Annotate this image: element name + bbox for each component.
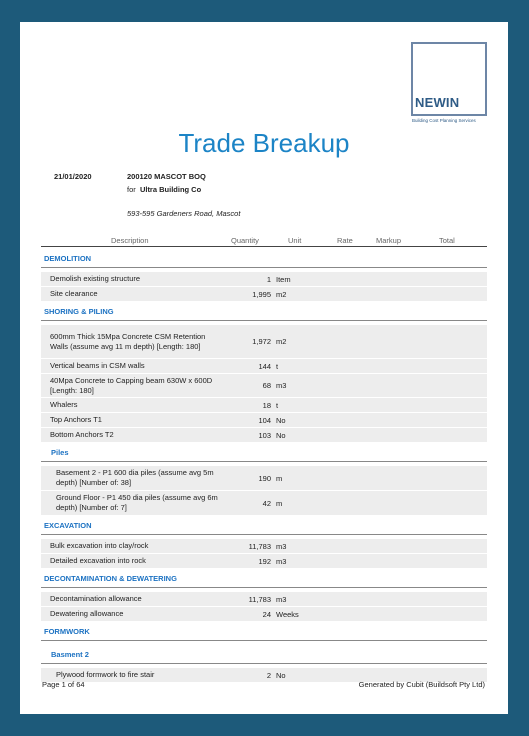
col-unit: Unit [288, 236, 302, 245]
table-row [41, 592, 487, 607]
table-row [41, 398, 487, 413]
row-quantity: 144 [258, 361, 271, 371]
row-quantity: 190 [258, 473, 271, 483]
subsection-header: Piles [41, 443, 487, 462]
row-description: Top Anchors T1 [50, 415, 102, 424]
section-header: DEMOLITION [41, 249, 487, 268]
row-quantity: 104 [258, 415, 271, 425]
row-unit: m3 [276, 594, 287, 604]
row-quantity: 2 [266, 670, 271, 680]
row-unit: m3 [276, 541, 287, 551]
generated-by: Generated by Cubit (Buildsoft Pty Ltd) [358, 680, 485, 689]
table-row [41, 413, 487, 428]
table-row [41, 607, 487, 622]
row-description: Demolish existing structure [50, 274, 141, 283]
row-quantity: 1 [266, 274, 271, 284]
row-description: 40Mpa Concrete to Capping beam 630W x 600D [Length: 180] [50, 375, 213, 395]
row-unit: No [276, 415, 286, 425]
row-unit: t [276, 400, 279, 410]
row-unit: m2 [276, 289, 287, 299]
table-row [41, 466, 487, 491]
col-markup: Markup [376, 236, 402, 245]
logo-tagline: Building Cost Planning Services [412, 118, 476, 123]
row-description: Bulk excavation into clay/rock [50, 541, 149, 550]
row-quantity: 11,783 [248, 594, 271, 604]
newin-logo [411, 42, 487, 116]
report-page [20, 22, 508, 714]
row-description: Ground Floor - P1 450 dia piles (assume avg 6m depth) [Number of: 7] [56, 493, 218, 512]
col-quantity: Quantity [231, 236, 259, 245]
row-unit: m3 [276, 556, 287, 566]
table-row [41, 325, 487, 359]
for-label: for [127, 185, 136, 194]
row-quantity: 103 [258, 430, 271, 440]
project-address: 593-595 Gardeners Road, Mascot [127, 209, 241, 218]
row-description: Plywood formwork to fire stair [56, 670, 155, 679]
row-unit: Weeks [276, 609, 299, 619]
table-row [41, 539, 487, 554]
row-unit: No [276, 670, 286, 680]
table-row [41, 491, 487, 516]
row-description: Vertical beams in CSM walls [50, 361, 145, 370]
subsection-header: Basment 2 [41, 645, 487, 664]
row-unit: t [276, 361, 279, 371]
row-quantity: 1,972 [252, 337, 271, 346]
row-description: Site clearance [50, 289, 98, 298]
report-date: 21/01/2020 [54, 172, 92, 181]
col-rate: Rate [337, 236, 353, 245]
table-row [41, 272, 487, 287]
section-header: SHORING & PILING [41, 302, 487, 321]
page-number: Page 1 of 64 [42, 680, 85, 689]
boq-table [41, 249, 487, 683]
row-description: 600mm Thick 15Mpa Concrete CSM Retention Walls (assume avg 11 m depth) [Length: 180] [50, 331, 206, 351]
row-quantity: 18 [262, 400, 271, 410]
section-header: FORMWORK [41, 622, 487, 641]
row-unit: No [276, 430, 286, 440]
project-name: 200120 MASCOT BOQ [127, 172, 206, 181]
logo-text: NEWIN [415, 95, 460, 110]
row-unit: m [276, 473, 283, 483]
row-quantity: 1,995 [252, 289, 271, 299]
row-unit: m3 [276, 381, 287, 390]
row-unit: m2 [276, 337, 287, 346]
row-quantity: 192 [258, 556, 271, 566]
table-header [41, 234, 487, 247]
row-quantity: 24 [262, 609, 271, 619]
row-description: Bottom Anchors T2 [50, 430, 114, 439]
row-quantity: 68 [262, 381, 271, 390]
table-row [41, 428, 487, 443]
row-quantity: 11,783 [248, 541, 271, 551]
row-unit: Item [276, 274, 291, 284]
row-quantity: 42 [262, 498, 271, 508]
col-total: Total [439, 236, 455, 245]
row-description: Detailed excavation into rock [50, 556, 146, 565]
table-row [41, 359, 487, 374]
section-header: EXCAVATION [41, 516, 487, 535]
col-description: Description [111, 236, 149, 245]
row-description: Whalers [50, 400, 78, 409]
table-row [41, 554, 487, 569]
row-unit: m [276, 498, 283, 508]
client-name: Ultra Building Co [139, 185, 202, 194]
section-header: DECONTAMINATION & DEWATERING [41, 569, 487, 588]
table-row [41, 374, 487, 398]
row-description: Decontamination allowance [50, 594, 142, 603]
client-line [127, 185, 201, 194]
table-row [41, 287, 487, 302]
row-description: Basement 2 - P1 600 dia piles (assume avg 5m depth) [Number of: 38] [56, 468, 214, 487]
row-description: Dewatering allowance [50, 609, 124, 618]
page-title: Trade Breakup [178, 128, 350, 158]
